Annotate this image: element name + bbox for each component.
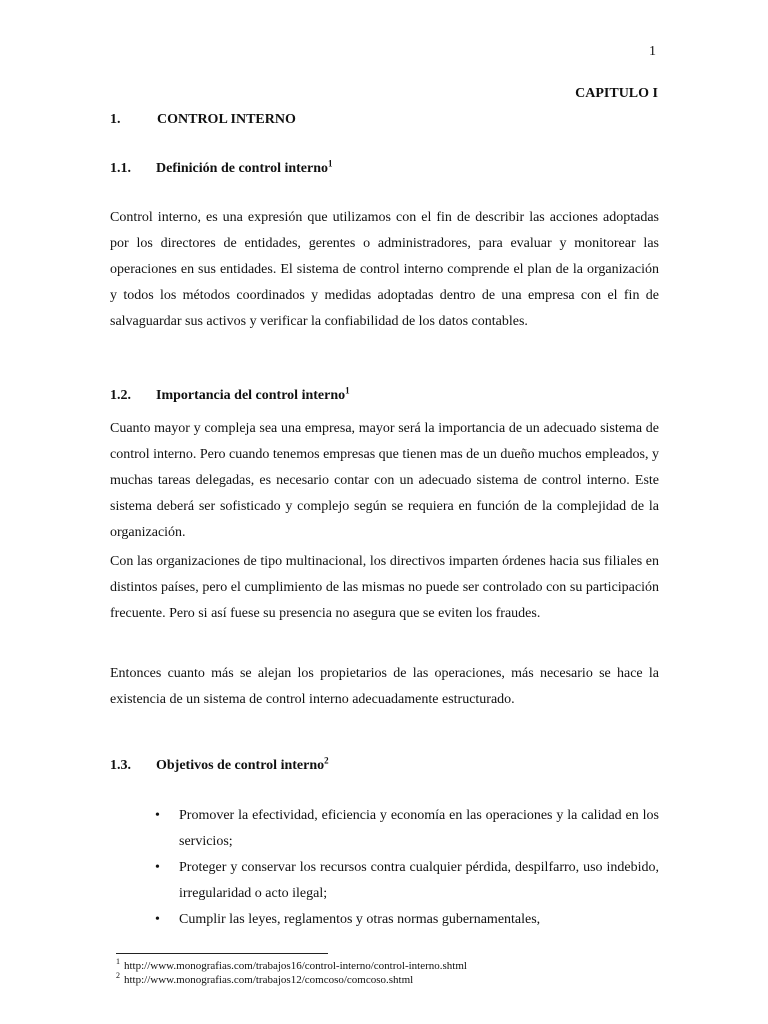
footnote-mark: 1 (116, 957, 120, 967)
footnote-2 (116, 971, 414, 987)
section-heading-1-2 (110, 385, 350, 404)
list-item: • Promover la efectividad, eficiencia y economía en las operaciones y la calidad en los servicios; (155, 803, 659, 855)
chapter-title: CAPITULO I (575, 86, 658, 101)
section-number: 1.2. (110, 388, 131, 403)
footnote-link[interactable]: http://www.monografias.com/trabajos16/control-interno/control-interno.shtml (124, 960, 467, 972)
section-title: Importancia del control interno (156, 388, 346, 403)
footnote-divider (116, 953, 328, 954)
footnote-1 (116, 957, 467, 973)
footnote-ref: 2 (324, 755, 329, 766)
main-heading-number: 1. (110, 112, 121, 127)
section-heading-1-3 (110, 755, 329, 774)
paragraph-importance-3: Entonces cuanto más se alejan los propietarios de las operaciones, más necesario se hace la existencia de un sistema de control interno adecuadamente estructurado. (110, 666, 659, 707)
page-number: 1 (649, 44, 656, 59)
footnote-link[interactable]: http://www.monografias.com/trabajos12/comcoso/comcoso.shtml (124, 974, 414, 986)
paragraph-importance-2: Con las organizaciones de tipo multinacional, los directivos imparten órdenes hacia sus filiales en distintos países, pero el cumplimiento de las mismas no puede ser controlado con su participación frecuente. Pero si así fuese su presencia no asegura que se eviten los fraudes. (110, 554, 659, 621)
footnote-mark: 2 (116, 971, 120, 981)
section-number: 1.1. (110, 161, 131, 176)
list-item: • Cumplir las leyes, reglamentos y otras normas gubernamentales, (155, 907, 659, 933)
main-heading-title: CONTROL INTERNO (157, 112, 296, 127)
list-item: • Proteger y conservar los recursos contra cualquier pérdida, despilfarro, uso indebido, irregularidad o acto ilegal; (155, 855, 659, 907)
section-number: 1.3. (110, 758, 131, 773)
section-title: Definición de control interno (156, 161, 329, 176)
paragraph-importance-1: Cuanto mayor y compleja sea una empresa, mayor será la importancia de un adecuado sistema de control interno. Pero cuando tenemos empresas que tienen mas de un dueño muchos empleados, y muchas tareas delegadas, es necesario contar con un adecuado sistema de control interno. Este sistema deberá ser sofisticado y complejo según se requiera en función de la complejidad de la organización. (110, 421, 659, 540)
footnote-ref: 1 (328, 158, 333, 169)
section-heading-1-1 (110, 158, 333, 177)
paragraph-definition: Control interno, es una expresión que utilizamos con el fin de describir las acciones adoptadas por los directores de entidades, gerentes o administradores, para evaluar y monitorear las operaciones en sus entidades. El sistema de control interno comprende el plan de la organización y todos los métodos coordinados y medidas adoptadas dentro de una empresa con el fin de salvaguardar sus activos y verificar la confiabilidad de los datos contables. (110, 210, 659, 329)
section-title: Objetivos de control interno (156, 758, 325, 773)
footnote-ref: 1 (345, 385, 350, 396)
main-heading (110, 112, 296, 128)
objectives-list (155, 803, 659, 933)
